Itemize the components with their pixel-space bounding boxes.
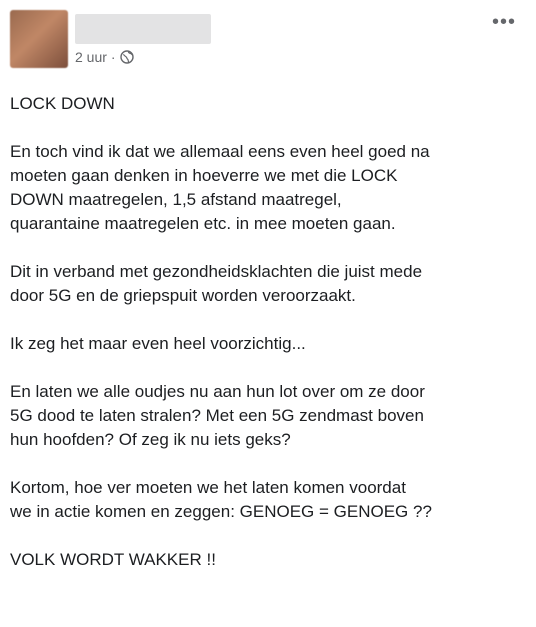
post-paragraph: LOCK DOWN xyxy=(10,94,115,113)
post-paragraph: VOLK WORDT WAKKER !! xyxy=(10,550,216,569)
post-paragraph: En laten we alle oudjes nu aan hun lot over om ze door 5G dood te laten stralen? Met een 5G zendmast boven hun hoofden? Of zeg ik nu iets geks? xyxy=(10,382,425,449)
meta-separator: · xyxy=(110,49,116,65)
author-name-redacted[interactable] xyxy=(75,14,211,44)
post-body xyxy=(10,92,526,596)
post-paragraph: Dit in verband met gezondheidsklachten die juist mede door 5G en de griepspuit worden veroorzaakt. xyxy=(10,262,423,305)
more-options-icon[interactable]: ••• xyxy=(491,11,516,33)
post-paragraph: Ik zeg het maar even heel voorzichtig... xyxy=(10,334,306,353)
post-header xyxy=(10,10,526,70)
timestamp[interactable]: 2 uur xyxy=(75,49,107,65)
avatar[interactable] xyxy=(10,10,68,68)
post-paragraph: Kortom, hoe ver moeten we het laten komen voordat we in actie komen en zeggen: GENOEG = GENOEG ?? xyxy=(10,478,432,521)
post-meta xyxy=(75,49,134,65)
globe-icon[interactable] xyxy=(120,50,134,64)
post-paragraph: En toch vind ik dat we allemaal eens even heel goed na moeten gaan denken in hoeverre we met die LOCK DOWN maatregelen, 1,5 afstand maatregel, quarantaine maatregelen etc. in mee moeten gaan. xyxy=(10,142,430,233)
